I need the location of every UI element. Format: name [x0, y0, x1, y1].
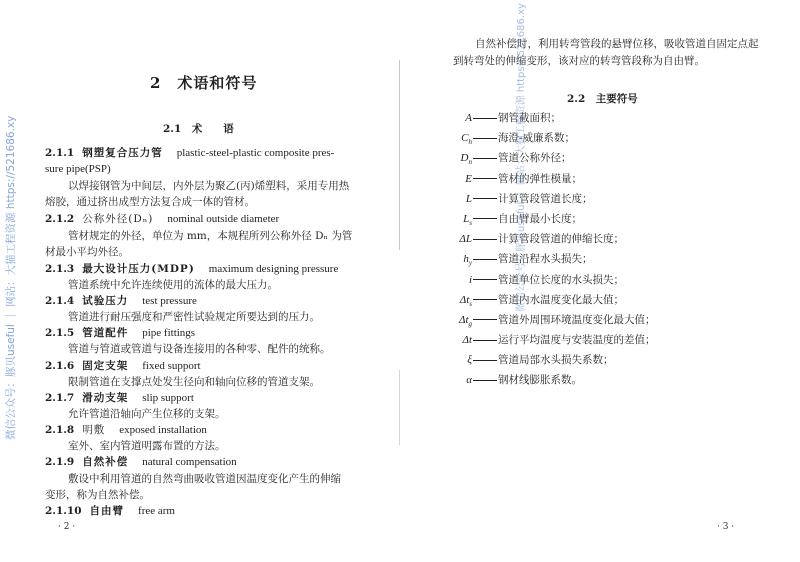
term-cn: 钢塑复合压力管 [82, 147, 163, 159]
term-number: 2.1.5 [45, 327, 75, 339]
term-number: 2.1.1 [45, 147, 75, 159]
symbol: ΔL [459, 233, 472, 246]
term-cn: 自由臂 [89, 505, 125, 517]
term-cn: 公称外径(Dₙ) [82, 213, 154, 225]
term-en: natural compensation [142, 456, 237, 468]
symbol-row [420, 130, 656, 150]
symbol-row [420, 372, 656, 392]
term-en: maximum designing pressure [208, 263, 339, 275]
symbol-description: 管道局部水头损失系数； [498, 354, 614, 367]
symbol: $h_y$ [463, 253, 472, 268]
term-en: pipe fittings [142, 327, 196, 339]
symbol-row [420, 231, 656, 251]
term-definition: 材最小平均外径。 [45, 246, 129, 258]
symbol: ξ [467, 354, 472, 367]
term-en: plastic-steel-plastic composite pres- [176, 147, 335, 159]
term-cn: 试验压力 [82, 295, 129, 307]
term-number: 2.1.2 [45, 213, 75, 225]
chapter-title: 2 术语和符号 [150, 74, 258, 92]
term-en: exposed installation [119, 424, 207, 436]
symbol-description: 钢管截面积； [498, 112, 561, 124]
symbol-description: 钢材线膨胀系数。 [498, 374, 582, 387]
symbol-description: 海澄-威廉系数； [498, 132, 576, 145]
symbol-row [420, 191, 656, 211]
continued-paragraph-line: 自然补偿时，利用转弯管段的悬臂位移，吸收管道自固定点起 [475, 38, 759, 50]
term-cn: 管道配件 [82, 327, 129, 339]
term-heading [45, 390, 194, 406]
term-number: 2.1.4 [45, 295, 75, 307]
symbol-row [420, 332, 656, 352]
watermark-left: 微信公众号：豚贝useful ｜ 网站：大猫工程资源 https://521686.xy [5, 115, 17, 440]
term-cn: 自然补偿 [82, 456, 129, 468]
term-definition: 管道进行耐压强度和严密性试验规定所要达到的压力。 [68, 311, 320, 323]
em-dash [473, 138, 497, 139]
symbol-description: 计算管段管道长度； [498, 192, 593, 205]
symbol-description: 管道外周围环境温度变化最大值； [498, 313, 656, 326]
term-heading [45, 325, 195, 341]
symbol-description: 管道沿程水头损失； [498, 253, 593, 266]
term-en: test pressure [142, 295, 197, 307]
page-number-right: · 3 · [717, 522, 735, 532]
symbol: $\Delta t_g$ [458, 313, 472, 329]
term-definition: 变形，称为自然补偿。 [45, 489, 150, 501]
symbol: i [468, 273, 472, 286]
symbol: Δt [462, 334, 472, 347]
symbol: $C_h$ [461, 132, 472, 147]
symbol-row [420, 292, 656, 312]
term-en: slip support [142, 392, 194, 404]
em-dash [473, 198, 497, 199]
em-dash [473, 319, 497, 320]
term-definition: 允许管道沿轴向产生位移的支架。 [68, 408, 226, 420]
section-title-2-1: 2.1 术 语 [163, 123, 234, 135]
em-dash [473, 299, 497, 300]
symbol-row [420, 272, 656, 292]
term-number: 2.1.8 [45, 424, 75, 436]
term-definition: 熔胶，通过挤出成型方法复合成一体的管材。 [45, 196, 255, 208]
em-dash [473, 259, 497, 260]
term-definition: 室外、室内管道明露布置的方法。 [68, 440, 226, 452]
symbol: $\Delta t_s$ [459, 293, 472, 308]
symbol-description: 运行平均温度与安装温度的差值； [498, 334, 656, 347]
term-heading [45, 261, 338, 277]
em-dash [473, 178, 497, 179]
term-number: 2.1.7 [45, 392, 75, 404]
term-definition: 管道与管道或管道与设备连接用的各种零、配件的统称。 [68, 343, 331, 355]
symbol-row [420, 251, 656, 271]
symbol-row [420, 150, 656, 170]
term-definition: 以焊接钢管为中间层，内外层为聚乙(丙)烯塑料，采用专用热 [68, 180, 350, 192]
em-dash [473, 118, 497, 119]
symbol-row [420, 171, 656, 191]
symbol: E [465, 172, 472, 185]
term-en-cont: sure pipe(PSP) [45, 163, 111, 175]
symbol-description: 管道单位长度的水头损失； [498, 273, 624, 286]
term-cn: 滑动支架 [82, 392, 129, 404]
term-definition: 管材规定的外径，单位为 mm，本规程所列公称外径 Dₙ 为管 [68, 230, 353, 242]
term-heading [45, 293, 197, 309]
term-en: free arm [138, 505, 175, 517]
section-title-2-2: 2.2 主要符号 [567, 93, 638, 105]
symbol: A [465, 112, 472, 124]
symbol-row [420, 110, 656, 130]
term-number: 2.1.3 [45, 263, 75, 275]
term-heading [45, 358, 201, 374]
page-number-left: · 2 · [58, 522, 76, 532]
term-en-continued [45, 161, 111, 177]
symbol-description: 管道公称外径； [498, 152, 572, 165]
right-page [400, 0, 800, 562]
term-heading [45, 211, 279, 227]
symbol-description: 计算管段管道的伸缩长度； [498, 233, 624, 246]
symbol-row [420, 352, 656, 372]
continued-paragraph-line: 到转弯处的伸缩变形，该对应的转弯管段称为自由臂。 [453, 55, 705, 67]
term-en: nominal outside diameter [167, 213, 280, 225]
em-dash [473, 239, 497, 240]
em-dash [473, 218, 497, 219]
term-definition: 敷设中利用管道的自然弯曲吸收管道因温度变化产生的伸缩 [68, 473, 341, 485]
symbol-row [420, 211, 656, 231]
term-heading [45, 454, 237, 470]
symbol-description: 自由臂最小长度； [498, 212, 582, 225]
symbol-description: 管道内水温度变化最大值； [498, 293, 624, 306]
em-dash [473, 158, 497, 159]
term-heading [45, 503, 175, 519]
symbol-row [420, 312, 656, 332]
term-number: 2.1.6 [45, 360, 75, 372]
symbol: $L_s$ [463, 212, 472, 228]
em-dash [473, 380, 497, 381]
symbol-list [420, 110, 656, 393]
term-heading [45, 145, 334, 161]
term-number: 2.1.9 [45, 456, 75, 468]
term-cn: 最大设计压力(MDP) [82, 263, 195, 275]
em-dash [473, 340, 497, 341]
term-definition: 限制管道在支撑点处发生径向和轴向位移的管道支架。 [68, 376, 320, 388]
symbol: L [465, 192, 472, 205]
symbol: α [466, 374, 472, 387]
term-definition: 管道系统中允许连续使用的流体的最大压力。 [68, 279, 278, 291]
em-dash [473, 360, 497, 361]
term-cn: 明敷 [82, 424, 106, 436]
term-en: fixed support [142, 360, 201, 372]
em-dash [473, 279, 497, 280]
watermark-middle: 微信公众号：豚贝useful ｜ 网站：大猫工程资源 https://521686.xy [516, 3, 527, 312]
term-number: 2.1.10 [45, 505, 82, 517]
symbol-description: 管材的弹性模量； [498, 172, 582, 185]
term-cn: 固定支架 [82, 360, 129, 372]
term-heading [45, 422, 207, 438]
symbol: $D_n$ [460, 152, 472, 167]
